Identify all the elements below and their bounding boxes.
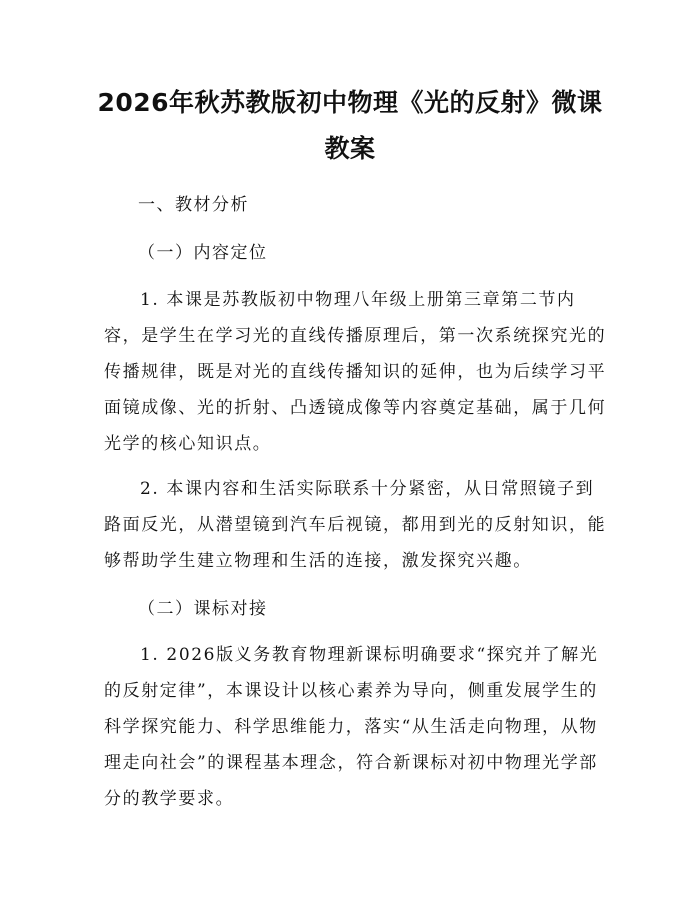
paragraph-1-line: 面镜成像、光的折射、凸透镜成像等内容奠定基础，属于几何 xyxy=(104,398,607,418)
document-title-line-1: 2026年秋苏教版初中物理《光的反射》微课 xyxy=(97,88,603,117)
paragraph-1-line: 容，是学生在学习光的直线传播原理后，第一次系统探究光的 xyxy=(104,326,607,346)
section-heading-textbook-analysis: 一、教材分析 xyxy=(138,195,249,215)
paragraph-1-line: 光学的核心知识点。 xyxy=(104,434,272,454)
paragraph-3-line: 科学探究能力、科学思维能力，落实“从生活走向物理，从物 xyxy=(104,717,598,737)
subsection-heading-content-positioning: （一）内容定位 xyxy=(138,243,268,263)
paragraph-3-line: 的反射定律”，本课设计以核心素养为导向，侧重发展学生的 xyxy=(104,681,598,701)
paragraph-2-line: 路面反光，从潜望镜到汽车后视镜，都用到光的反射知识，能 xyxy=(104,515,607,535)
paragraph-3-line: 1. 2026版义务教育物理新课标明确要求“探究并了解光 xyxy=(140,645,599,665)
subsection-heading-curriculum-alignment: （二）课标对接 xyxy=(138,599,268,619)
paragraph-3-line: 分的教学要求。 xyxy=(104,789,235,809)
paragraph-2-line: 2. 本课内容和生活实际联系十分紧密，从日常照镜子到 xyxy=(140,479,595,499)
document-title-line-2: 教案 xyxy=(324,134,376,163)
paragraph-3-line: 理走向社会”的课程基本理念，符合新课标对初中物理光学部 xyxy=(104,753,598,773)
paragraph-1-line: 1. 本课是苏教版初中物理八年级上册第三章第二节内 xyxy=(140,290,576,310)
paragraph-1-line: 传播规律，既是对光的直线传播知识的延伸，也为后续学习平 xyxy=(104,362,607,382)
paragraph-2-line: 够帮助学生建立物理和生活的连接，激发探究兴趣。 xyxy=(104,551,532,571)
